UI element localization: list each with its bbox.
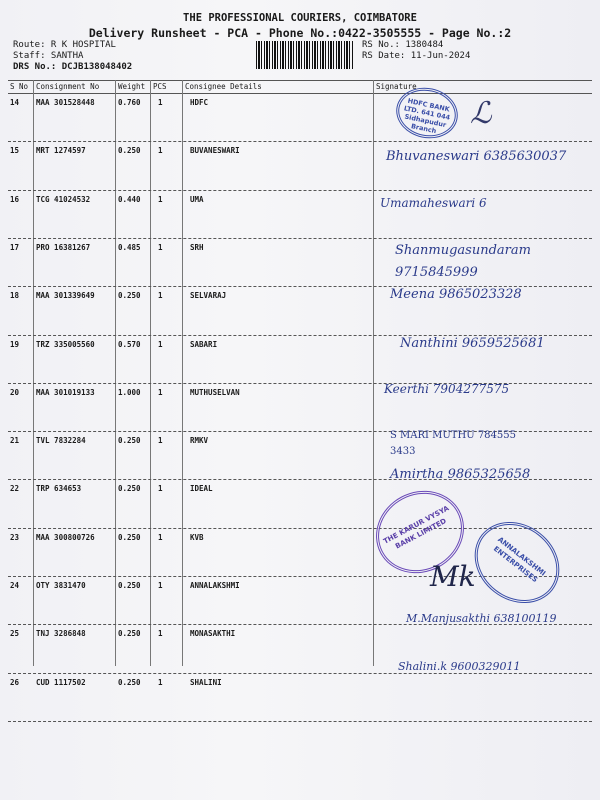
- serial-number: 23: [10, 532, 20, 542]
- pcs-value: 1: [158, 436, 163, 446]
- row-divider: [8, 141, 592, 142]
- signature-21: S MARI MUTHU 784555 3433: [390, 430, 516, 457]
- weight-value: 0.250: [118, 532, 141, 542]
- weight-value: 0.250: [118, 291, 141, 301]
- signature-15: Bhuvaneswari 6385630037: [386, 149, 567, 164]
- row-divider: [8, 190, 592, 191]
- consignee-name: SHALINI: [190, 677, 222, 687]
- consignee-name: RMKV: [190, 436, 209, 446]
- pcs-value: 1: [158, 677, 163, 687]
- table-header-rule: [8, 93, 592, 94]
- signature-19: Nanthini 9659525681: [400, 336, 545, 351]
- col-sno: S No: [10, 82, 29, 91]
- weight-value: 0.250: [118, 581, 141, 590]
- consignment-number: MAA 301019133: [36, 387, 95, 397]
- consignment-number: CUD 1117502: [36, 677, 86, 687]
- weight-value: 0.250: [118, 629, 141, 639]
- weight-value: 1.000: [118, 387, 141, 397]
- pcs-value: 1: [158, 532, 163, 542]
- pcs-value: 1: [158, 194, 163, 204]
- signature-26: Shalini.k 9600329011: [398, 660, 521, 673]
- weight-value: 0.250: [118, 484, 141, 494]
- consignment-number: MRT 1274597: [36, 146, 86, 156]
- consignment-number: PRO 16381267: [36, 242, 91, 252]
- pcs-value: 1: [158, 484, 163, 494]
- consignee-name: ANNALAKSHMI: [190, 581, 240, 590]
- consignee-name: SRH: [190, 242, 204, 252]
- serial-number: 20: [10, 387, 20, 397]
- consignee-name: MONASAKTHI: [190, 629, 236, 639]
- weight-value: 0.250: [118, 677, 141, 687]
- signature-25: M.Manjusakthi 638100119: [406, 612, 557, 625]
- col-weight: Weight: [118, 82, 146, 91]
- company-title: THE PROFESSIONAL COURIERS, COIMBATORE: [183, 12, 417, 24]
- rs-number: RS No.: 1380484: [362, 40, 444, 50]
- weight-value: 0.760: [118, 98, 141, 107]
- serial-number: 14: [10, 98, 20, 107]
- col-consignee: Consignee Details: [185, 82, 262, 91]
- consignment-number: OTY 3831470: [36, 581, 86, 590]
- pcs-value: 1: [158, 291, 163, 301]
- annalakshmi-stamp: ANNALAKSHMI ENTERPRISES: [458, 505, 575, 620]
- serial-number: 25: [10, 629, 20, 639]
- consignment-number: TNJ 3286848: [36, 629, 86, 639]
- serial-number: 17: [10, 242, 20, 252]
- pcs-value: 1: [158, 629, 163, 639]
- col-pcs: PCS: [153, 82, 167, 91]
- serial-number: 24: [10, 581, 20, 590]
- serial-number: 19: [10, 339, 20, 349]
- signature-17: Shanmugasundaram 9715845999: [395, 243, 531, 280]
- weight-value: 0.570: [118, 339, 141, 349]
- consignee-name: UMA: [190, 194, 204, 204]
- consignment-number: TRP 634653: [36, 484, 82, 494]
- consignment-number: TRZ 335005560: [36, 339, 95, 349]
- consignment-number: MAA 300800726: [36, 532, 95, 542]
- signature-20: Keerthi 7904277575: [384, 382, 510, 396]
- serial-number: 21: [10, 436, 20, 446]
- runsheet-subtitle: Delivery Runsheet - PCA - Phone No.:0422-3505555 - Page No.:2: [88, 26, 512, 40]
- serial-number: 15: [10, 146, 20, 156]
- consignee-name: BUVANESWARI: [190, 146, 240, 156]
- signature-22: Amirtha 9865325658: [390, 467, 531, 482]
- consignee-name: KVB: [190, 532, 204, 542]
- staff-label: Staff: SANTHA: [13, 51, 84, 61]
- route-label: Route: R K HOSPITAL: [13, 40, 116, 50]
- consignee-name: SABARI: [190, 339, 218, 349]
- serial-number: 22: [10, 484, 20, 494]
- consignee-name: MUTHUSELVAN: [190, 387, 240, 397]
- hdfc-bank-stamp: HDFC BANK LTD. 641 044 Sidhapudur Branch: [391, 82, 462, 144]
- consignment-number: TCG 41024532: [36, 194, 91, 204]
- weight-value: 0.250: [118, 146, 141, 156]
- signature-16: Umamaheswari 6: [380, 196, 487, 210]
- serial-number: 26: [10, 677, 20, 687]
- consignee-name: HDFC: [190, 98, 209, 107]
- consignment-number: MAA 301528448: [36, 98, 95, 107]
- pcs-value: 1: [158, 387, 163, 397]
- consignment-number: MAA 301339649: [36, 291, 95, 301]
- signature-18: Meena 9865023328: [390, 287, 522, 302]
- pcs-value: 1: [158, 98, 163, 107]
- pcs-value: 1: [158, 146, 163, 156]
- consignment-number: TVL 7832284: [36, 436, 86, 446]
- weight-value: 0.250: [118, 436, 141, 446]
- serial-number: 16: [10, 194, 20, 204]
- table-top-rule: [8, 80, 592, 81]
- signature-24: Mk: [430, 560, 476, 593]
- col-signature: Signature: [376, 82, 417, 91]
- serial-number: 18: [10, 291, 20, 301]
- pcs-value: 1: [158, 581, 163, 590]
- table-row: [8, 96, 592, 144]
- row-divider: [8, 721, 592, 722]
- weight-value: 0.485: [118, 242, 141, 252]
- rs-date: RS Date: 11-Jun-2024: [362, 51, 471, 61]
- kvb-bank-stamp: THE KARUR VYSYA BANK LIMITED: [361, 476, 478, 589]
- weight-value: 0.440: [118, 194, 141, 204]
- col-consignment: Consignment No: [36, 82, 100, 91]
- drs-number: DRS No.: DCJB138048402: [13, 62, 133, 72]
- consignee-name: IDEAL: [190, 484, 213, 494]
- consignee-name: SELVARAJ: [190, 291, 227, 301]
- pcs-value: 1: [158, 242, 163, 252]
- row-divider: [8, 238, 592, 239]
- pcs-value: 1: [158, 339, 163, 349]
- hdfc-signature: ℒ: [470, 96, 492, 131]
- table-row: [8, 676, 592, 724]
- barcode: [256, 41, 354, 69]
